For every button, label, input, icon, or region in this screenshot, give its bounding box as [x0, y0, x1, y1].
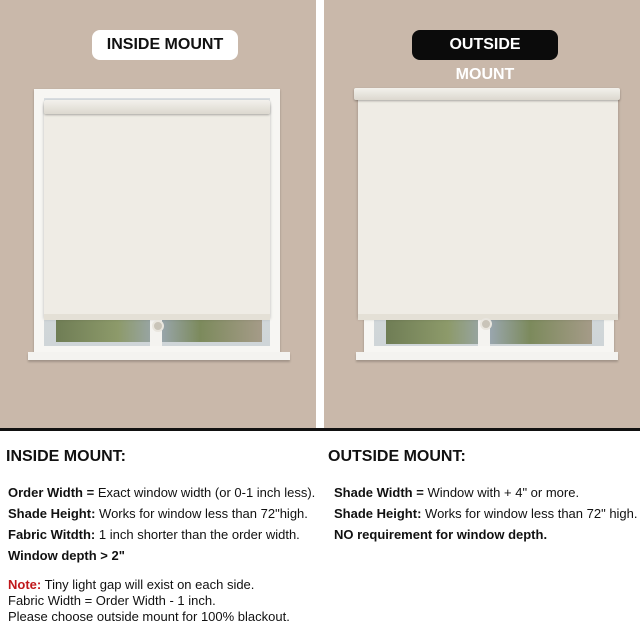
outside-mount-heading: OUTSIDE MOUNT:: [328, 448, 466, 465]
pull-ring-icon: [152, 320, 164, 332]
inside-fabric-width: Fabric Witdth: 1 inch shorter than the order width.: [8, 527, 300, 542]
inside-mount-heading: INSIDE MOUNT:: [6, 448, 126, 465]
roller-shade: [44, 104, 270, 318]
roller-shade: [358, 96, 618, 318]
outside-shade-height: Shade Height: Works for window less than 72" high.: [334, 506, 638, 521]
outside-mount-photo: [324, 0, 640, 428]
inside-note: Note: Tiny light gap will exist on each side.: [8, 577, 255, 592]
shade-roller: [44, 100, 270, 114]
window-sill: [28, 352, 290, 360]
outside-mount-label: OUTSIDE MOUNT: [412, 30, 558, 60]
inside-shade-height: Shade Height: Works for window less than 72"high.: [8, 506, 308, 521]
inside-note-blackout: Please choose outside mount for 100% blackout.: [8, 609, 290, 624]
outside-shade-width: Shade Width = Window with + 4" or more.: [334, 485, 580, 500]
outside-window-depth: NO requirement for window depth.: [334, 527, 548, 542]
inside-note-fabric: Fabric Width = Order Width - 1 inch.: [8, 593, 216, 608]
window-sill: [356, 352, 618, 360]
inside-mount-photo: [0, 0, 316, 428]
inside-mount-label: INSIDE MOUNT: [92, 30, 238, 60]
section-rule: [0, 428, 640, 431]
pull-ring-icon: [480, 318, 492, 330]
inside-order-width: Order Width = Exact window width (or 0-1 inch less).: [8, 485, 316, 500]
panel-divider: [316, 0, 324, 428]
inside-window-depth: Window depth > 2": [8, 548, 125, 563]
